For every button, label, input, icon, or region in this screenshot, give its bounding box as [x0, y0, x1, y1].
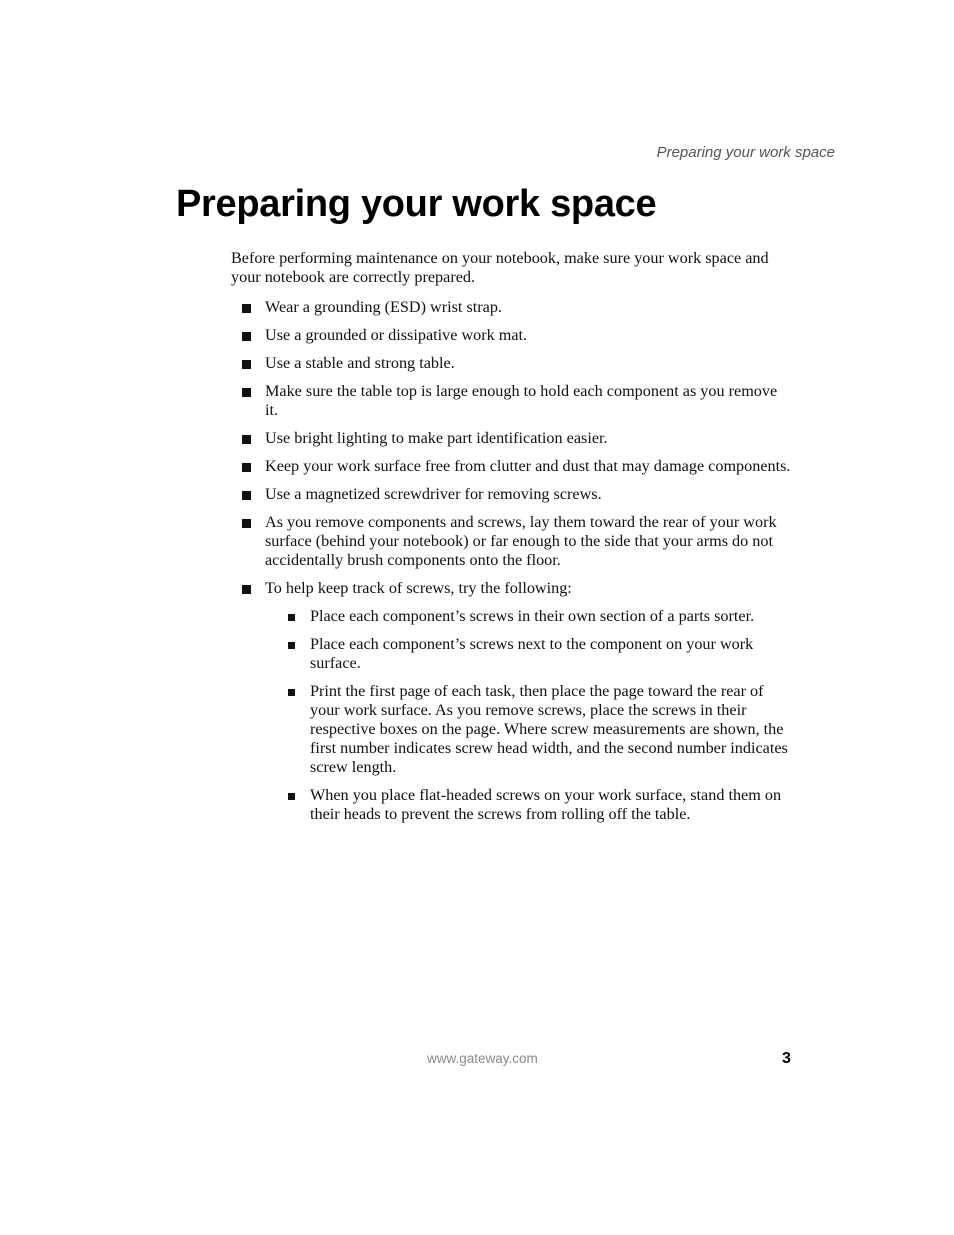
- square-bullet-icon: [242, 519, 251, 528]
- list-item-text: Use a magnetized screwdriver for removing screws.: [265, 485, 602, 503]
- square-bullet-icon: [242, 332, 251, 341]
- list-item: [231, 457, 793, 476]
- list-item: [231, 513, 793, 570]
- sub-list-item: [310, 682, 793, 777]
- sub-list-item-text: Print the first page of each task, then place the page toward the rear of your work surface. As you remove screws, place the screws in their respective boxes on the page. Where screw measurements are shown, the first number indicates screw head width, and the second number indicates screw length.: [310, 682, 788, 776]
- list-item: [231, 485, 793, 504]
- list-item-text: As you remove components and screws, lay them toward the rear of your work surface (behind your notebook) or far enough to the side that your arms do not accidentally brush components onto the floor.: [265, 513, 777, 569]
- sub-list-item-text: When you place flat-headed screws on your work surface, stand them on their heads to prevent the screws from rolling off the table.: [310, 786, 782, 823]
- running-header: Preparing your work space: [656, 144, 835, 161]
- square-bullet-icon: [288, 689, 295, 696]
- square-bullet-icon: [242, 388, 251, 397]
- list-item: [231, 354, 793, 373]
- sub-list-item: [310, 607, 793, 626]
- sub-list-item-text: Place each component’s screws next to the component on your work surface.: [310, 635, 754, 672]
- list-item-text: Wear a grounding (ESD) wrist strap.: [265, 298, 502, 316]
- list-item-text: To help keep track of screws, try the following:: [265, 579, 572, 597]
- square-bullet-icon: [242, 491, 251, 500]
- page-number: 3: [782, 1050, 791, 1067]
- list-item-text: Use a grounded or dissipative work mat.: [265, 326, 528, 344]
- square-bullet-icon: [288, 614, 295, 621]
- page-content: [231, 249, 793, 833]
- square-bullet-icon: [242, 435, 251, 444]
- square-bullet-icon: [242, 304, 251, 313]
- list-item: [231, 579, 793, 824]
- sub-list-item-text: Place each component’s screws in their own section of a parts sorter.: [310, 607, 755, 625]
- square-bullet-icon: [242, 360, 251, 369]
- list-item: [231, 429, 793, 448]
- intro-paragraph: Before performing maintenance on your notebook, make sure your work space and your notebook are correctly prepared.: [231, 249, 769, 286]
- list-item-text: Make sure the table top is large enough to hold each component as you remove it.: [265, 382, 778, 419]
- footer-url: www.gateway.com: [427, 1051, 538, 1066]
- list-item-text: Use a stable and strong table.: [265, 354, 455, 372]
- square-bullet-icon: [242, 585, 251, 594]
- list-item: [231, 298, 793, 317]
- square-bullet-icon: [242, 463, 251, 472]
- bullet-list: [231, 298, 793, 824]
- list-item: [231, 382, 793, 420]
- sub-bullet-list: [310, 607, 793, 824]
- list-item-text: Keep your work surface free from clutter and dust that may damage components.: [265, 457, 791, 475]
- list-item: [231, 326, 793, 345]
- sub-list-item: [310, 786, 793, 824]
- list-item-text: Use bright lighting to make part identification easier.: [265, 429, 608, 447]
- square-bullet-icon: [288, 793, 295, 800]
- square-bullet-icon: [288, 642, 295, 649]
- page-title: Preparing your work space: [176, 183, 657, 225]
- sub-list-item: [310, 635, 793, 673]
